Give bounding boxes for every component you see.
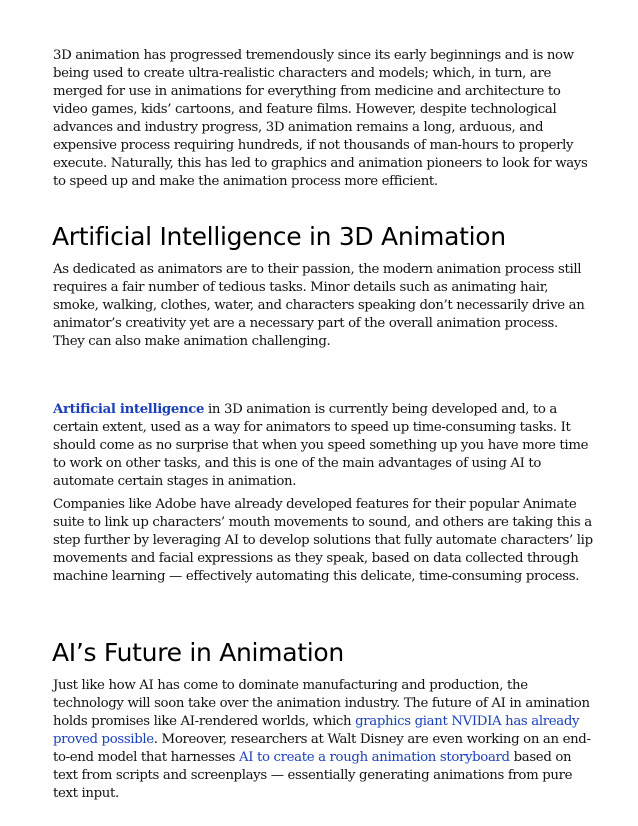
section1-paragraph-2-text: in 3D animation is currently being developed and, to a certain extent, used as a way for animators to speed up time-consuming tasks. It should come as no surprise that when you speed something up you have more time to work on other tasks, and this is one of the main advantages of using AI to automate certain stages in animation. (53, 402, 589, 489)
section2-paragraph-1 (53, 677, 593, 803)
intro-paragraph: 3D animation has progressed tremendously since its early beginnings and is now being used to create ultra-realistic characters and models; which, in turn, are merged for use in animations for everything from medicine and architecture to video games, kids’ cartoons, and feature films. However, despite technological advances and industry progress, 3D animation remains a long, arduous, and expensive process requiring hundreds, if not thousands of man-hours to properly execute. Naturally, this has led to graphics and animation pioneers to look for ways to speed up and make the animation process more efficient. (53, 48, 588, 189)
section2-paragraph-1-text-b: . Moreover, researchers at Walt Disney are even working on an end-to-end model that harnesses (53, 732, 591, 765)
section1-paragraph-3: Companies like Adobe have already developed features for their popular Animate suite to link up characters’ mouth movements to sound, and others are taking this a step further by leveraging AI to develop solutions that fully automate characters’ lip movements and facial expressions as they speak, based on data collected through machine learning — effectively automating this delicate, time-consuming process. (53, 497, 593, 584)
nvidia-link[interactable]: graphics giant NVIDIA has already proved possible (53, 714, 580, 747)
section2-paragraph-1-text-c: based on text from scripts and screenplays — essentially generating animations from pure text input. (53, 750, 573, 801)
section-heading-ai-future: AI’s Future in Animation (52, 638, 344, 667)
section1-paragraph-2 (53, 401, 593, 491)
section1-paragraph-1: As dedicated as animators are to their passion, the modern animation process still requires a fair number of tedious tasks. Minor details such as animating hair, smoke, walking, clothes, water, and characters speaking don’t necessarily drive an animator’s creativity yet are a necessary part of the overall animation process. They can also make animation challenging. (53, 262, 585, 349)
artificial-intelligence-link[interactable]: Artificial intelligence (53, 402, 205, 417)
section-heading-ai-in-3d-animation: Artificial Intelligence in 3D Animation (52, 222, 506, 251)
section2-paragraph-1-text-a: Just like how AI has come to dominate manufacturing and production, the technology will soon take over the animation industry. The future of AI in amination holds promises like AI-rendered worlds, which (53, 678, 590, 729)
storyboard-link[interactable]: AI to create a rough animation storyboard (238, 750, 510, 765)
